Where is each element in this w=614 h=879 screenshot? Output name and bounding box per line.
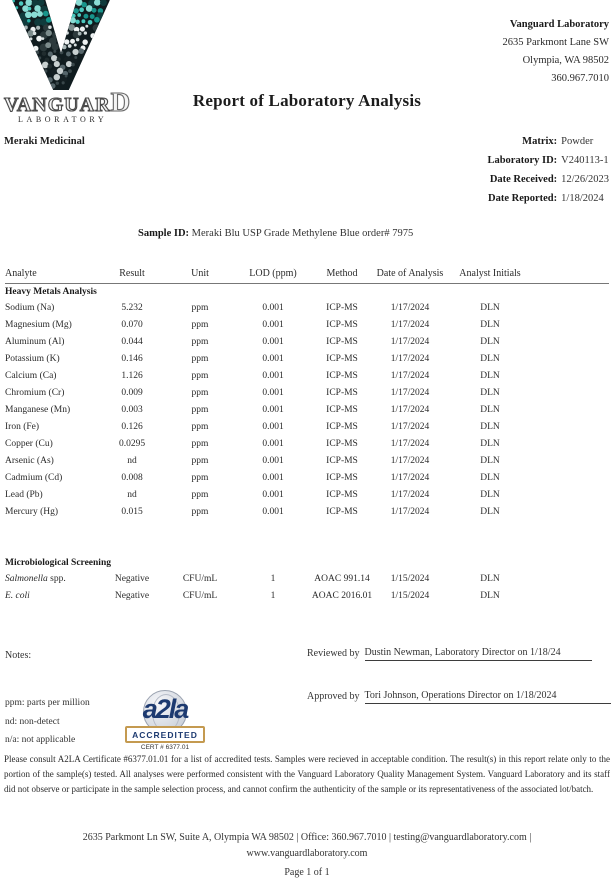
lab-phone: 360.967.7010 (551, 73, 609, 84)
cell-date: 1/17/2024 (390, 405, 430, 415)
cell-unit: ppm (191, 405, 209, 415)
cell-method: ICP-MS (326, 507, 358, 517)
analyte-text: Manganese (Mn) (5, 405, 71, 415)
cell-result: Negative (114, 574, 150, 584)
analyte-text: spp. (47, 574, 66, 584)
table-row (5, 487, 609, 504)
cell-date: 1/17/2024 (390, 388, 430, 398)
approved-by-label: Approved by (307, 691, 360, 702)
col-lod: LOD (ppm) (236, 266, 310, 284)
cell-lod: 0.001 (262, 320, 284, 330)
cell-unit: ppm (191, 473, 209, 483)
cell-initials: DLN (480, 320, 500, 330)
cell-method: ICP-MS (326, 303, 358, 313)
cell-initials: DLN (480, 354, 500, 364)
cell-date: 1/15/2024 (390, 591, 430, 601)
client-name: Meraki Medicinal (4, 136, 85, 147)
cell-lod: 0.001 (262, 439, 284, 449)
cell-result: 0.015 (121, 507, 143, 517)
analyte-text: Sodium (Na) (5, 303, 55, 313)
cell-lod: 0.001 (262, 422, 284, 432)
cert-number: CERT # 6377.01 (140, 744, 190, 751)
section-row (5, 555, 609, 571)
cell-result: 1.126 (121, 371, 143, 381)
cell-initials: DLN (480, 405, 500, 415)
cell-result: 0.009 (121, 388, 143, 398)
cell-method: ICP-MS (326, 473, 358, 483)
cell-method: ICP-MS (326, 371, 358, 381)
analyte-text: Cadmium (Cd) (5, 473, 63, 483)
table-row (5, 300, 609, 317)
wordmark-vanguard: VANGUARD (4, 87, 132, 117)
date-reported-value: 1/18/2024 (561, 193, 604, 204)
col-method: Method (310, 266, 374, 284)
cell-date: 1/17/2024 (390, 303, 430, 313)
cell-initials: DLN (480, 422, 500, 432)
cell-date: 1/17/2024 (390, 507, 430, 517)
abbreviation-legend (5, 694, 90, 750)
analyte-text: Iron (Fe) (5, 422, 40, 432)
sample-id-line (138, 228, 413, 239)
cell-lod: 0.001 (262, 354, 284, 364)
table-row (5, 368, 609, 385)
cell-lod: 0.001 (262, 507, 284, 517)
page-number: Page 1 of 1 (284, 867, 330, 878)
cell-result: 0.0295 (118, 439, 146, 449)
cell-lod: 1 (270, 591, 276, 601)
cell-unit: ppm (191, 456, 209, 466)
analyte-text: Magnesium (Mg) (5, 320, 72, 330)
lab-contact-block (503, 16, 609, 88)
cell-unit: ppm (191, 439, 209, 449)
lab-id-value: V240113-1 (561, 155, 609, 166)
cell-lod: 0.001 (262, 337, 284, 347)
cell-unit: ppm (191, 371, 209, 381)
cell-unit: ppm (191, 507, 209, 517)
lab-address-line1: 2635 Parkmont Lane SW (502, 37, 609, 48)
cell-date: 1/15/2024 (390, 574, 430, 584)
notes-label: Notes: (5, 650, 32, 661)
cell-date: 1/17/2024 (390, 337, 430, 347)
cell-method: ICP-MS (326, 490, 358, 500)
cell-lod: 0.001 (262, 303, 284, 313)
cell-date: 1/17/2024 (390, 490, 430, 500)
table-row (5, 470, 609, 487)
reviewed-by-line (307, 647, 592, 661)
wordmark-laboratory: LABORATORY (18, 115, 108, 124)
cell-unit: ppm (191, 388, 209, 398)
cell-initials: DLN (480, 574, 500, 584)
cell-lod: 0.001 (262, 473, 284, 483)
cell-result: 0.146 (121, 354, 143, 364)
cell-method: ICP-MS (326, 439, 358, 449)
table-row (5, 402, 609, 419)
reviewed-by-label: Reviewed by (307, 648, 360, 659)
page-footer (0, 830, 614, 879)
table-row (5, 317, 609, 334)
col-spacer (534, 266, 609, 284)
cell-unit: ppm (191, 337, 209, 347)
cell-lod: 1 (270, 574, 276, 584)
page-title: Report of Laboratory Analysis (192, 91, 422, 110)
cell-date: 1/17/2024 (390, 320, 430, 330)
table-header-row (5, 266, 609, 284)
analyte-italic: E. coli (5, 591, 30, 601)
cell-result: 5.232 (121, 303, 143, 313)
col-unit: Unit (164, 266, 236, 284)
wordmark-big-d: D (110, 87, 132, 117)
cell-initials: DLN (480, 388, 500, 398)
analyte-text: Mercury (Hg) (5, 507, 59, 517)
legend-ppm: ppm: parts per million (5, 698, 90, 708)
table-row (5, 504, 609, 521)
cell-initials: DLN (480, 456, 500, 466)
lab-id-label: Laboratory ID: (487, 155, 558, 166)
sample-id-label: Sample ID: (138, 228, 190, 239)
cell-date: 1/17/2024 (390, 439, 430, 449)
table-row (5, 385, 609, 402)
date-reported-label: Date Reported: (488, 193, 558, 204)
cell-result: 0.044 (121, 337, 143, 347)
cell-lod: 0.001 (262, 405, 284, 415)
analyte-text: Calcium (Ca) (5, 371, 57, 381)
cell-initials: DLN (480, 303, 500, 313)
cell-lod: 0.001 (262, 456, 284, 466)
analyte-text: Lead (Pb) (5, 490, 43, 500)
col-initials: Analyst Initials (446, 266, 534, 284)
cell-method: ICP-MS (326, 405, 358, 415)
cell-method: AOAC 991.14 (314, 574, 370, 584)
footer-contact-line1: 2635 Parkmont Ln SW, Suite A, Olympia WA 98502 | Office: 360.967.7010 | testing@vanguardlaboratory.com | (82, 832, 532, 843)
a2la-accreditation-mark (122, 690, 208, 758)
cell-result: nd (127, 490, 137, 500)
analyte-italic: Salmonella (5, 574, 48, 584)
cell-method: AOAC 2016.01 (311, 591, 373, 601)
table-row (5, 436, 609, 453)
reviewed-by-value: Dustin Newman, Laboratory Director on 1/18/24 (365, 647, 593, 661)
cell-unit: CFU/mL (182, 591, 218, 601)
col-analyte: Analyte (5, 266, 100, 284)
cell-date: 1/17/2024 (390, 456, 430, 466)
cell-unit: ppm (191, 490, 209, 500)
report-meta (487, 136, 609, 212)
approved-by-line (307, 690, 611, 704)
table-row (5, 588, 609, 605)
accredited-badge: ACCREDITED (125, 726, 205, 743)
cell-date: 1/17/2024 (390, 473, 430, 483)
cell-result: Negative (114, 591, 150, 601)
cell-unit: ppm (191, 303, 209, 313)
a2la-brand-text: a2la (142, 694, 188, 724)
cell-unit: ppm (191, 320, 209, 330)
section-gap (5, 521, 609, 555)
lab-address-line2: Olympia, WA 98502 (522, 55, 609, 66)
cell-initials: DLN (480, 490, 500, 500)
cell-date: 1/17/2024 (390, 422, 430, 432)
analyte-text: Arsenic (As) (5, 456, 54, 466)
cell-initials: DLN (480, 507, 500, 517)
table-row (5, 419, 609, 436)
matrix-value: Powder (561, 136, 594, 147)
lab-name: Vanguard Laboratory (509, 19, 609, 30)
date-received-label: Date Received: (489, 174, 558, 185)
cell-initials: DLN (480, 591, 500, 601)
matrix-label: Matrix: (522, 136, 558, 147)
section-title: Heavy Metals Analysis (5, 287, 97, 297)
analyte-text: Potassium (K) (5, 354, 60, 364)
analyte-text: Aluminum (Al) (5, 337, 65, 347)
legend-na: n/a: not applicable (5, 735, 76, 745)
dotted-v-logo-icon (12, 0, 110, 90)
cell-unit: CFU/mL (182, 574, 218, 584)
cell-result: 0.003 (121, 405, 143, 415)
cell-unit: ppm (191, 354, 209, 364)
cell-method: ICP-MS (326, 388, 358, 398)
cell-initials: DLN (480, 439, 500, 449)
disclaimer-paragraph: Please consult A2LA Certificate #6377.01.01 for a list of accredited tests. Samples were recieved in acceptable condition. The result(s) in this report relate only to the portion of the sample(s) tested. All analyses were performed consistent with the Vanguard Laboratory Quality Management System. Vanguard Laboratory and its staff did not observe or participate in the sample selection process, and cannot confirm the authenticity of the sample or its representativeness of the associated lot/batch. (4, 754, 610, 795)
cell-lod: 0.001 (262, 388, 284, 398)
section-title: Microbiological Screening (5, 558, 111, 568)
col-result: Result (100, 266, 164, 284)
cell-unit: ppm (191, 422, 209, 432)
cell-method: ICP-MS (326, 456, 358, 466)
cell-method: ICP-MS (326, 320, 358, 330)
section-row (5, 284, 609, 301)
table-row (5, 453, 609, 470)
table-row (5, 351, 609, 368)
table-row (5, 334, 609, 351)
cell-method: ICP-MS (326, 422, 358, 432)
cell-initials: DLN (480, 371, 500, 381)
cell-lod: 0.001 (262, 490, 284, 500)
cell-method: ICP-MS (326, 337, 358, 347)
col-date: Date of Analysis (374, 266, 446, 284)
table-row (5, 571, 609, 588)
analyte-text: Copper (Cu) (5, 439, 53, 449)
cell-initials: DLN (480, 337, 500, 347)
cell-lod: 0.001 (262, 371, 284, 381)
cell-result: 0.070 (121, 320, 143, 330)
cell-initials: DLN (480, 473, 500, 483)
analyte-text: Chromium (Cr) (5, 388, 65, 398)
date-received-value: 12/26/2023 (561, 174, 609, 185)
cell-date: 1/17/2024 (390, 371, 430, 381)
cell-result: 0.126 (121, 422, 143, 432)
sample-id-value: Meraki Blu USP Grade Methylene Blue order# 7975 (191, 228, 414, 239)
approved-by-value: Tori Johnson, Operations Director on 1/18/2024 (365, 690, 612, 704)
cell-result: 0.008 (121, 473, 143, 483)
cell-method: ICP-MS (326, 354, 358, 364)
cell-date: 1/17/2024 (390, 354, 430, 364)
legend-nd: nd: non-detect (5, 716, 60, 727)
footer-contact-line2: www.vanguardlaboratory.com (246, 848, 368, 859)
results-table (5, 266, 609, 605)
cell-result: nd (127, 456, 137, 466)
